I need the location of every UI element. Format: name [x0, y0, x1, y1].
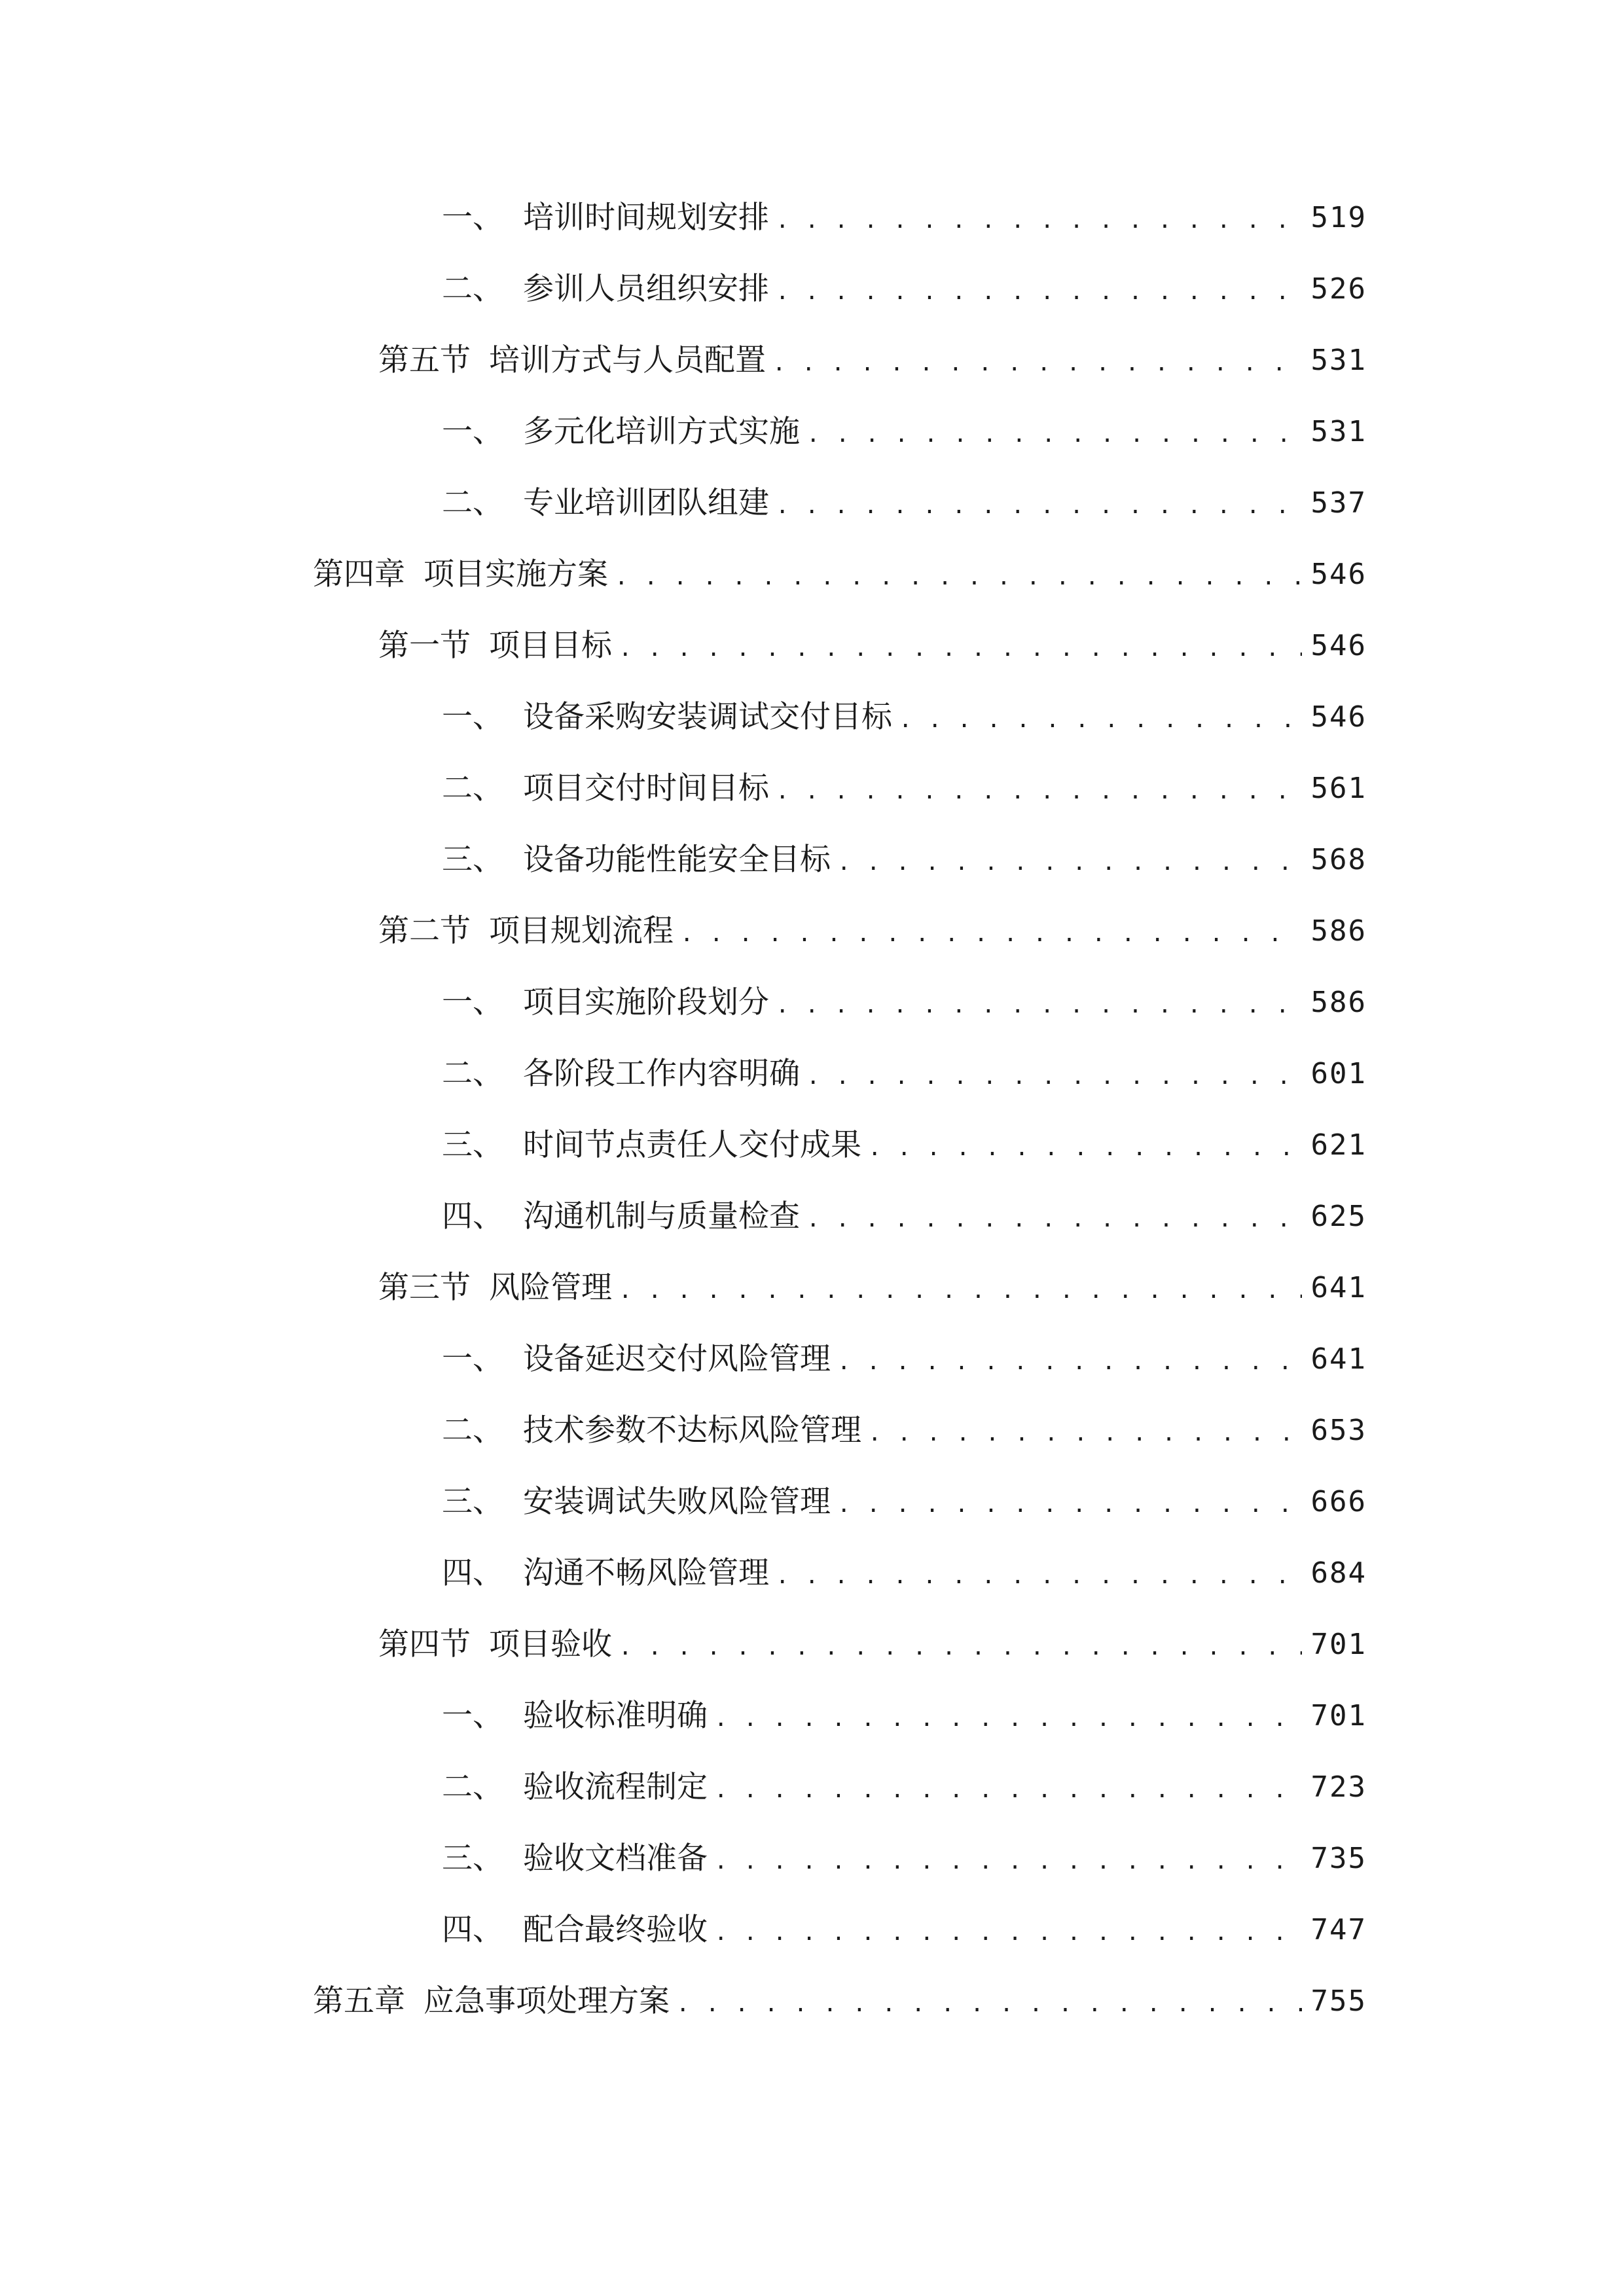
- toc-entry-number: 三、: [442, 1484, 503, 1520]
- toc-entry-number: 四、: [442, 1555, 503, 1591]
- toc-entry[interactable]: [442, 1336, 1367, 1382]
- toc-dot-leader: [619, 1265, 1302, 1311]
- toc-entry-title: 风险管理: [489, 1270, 612, 1306]
- toc-entry[interactable]: [442, 1693, 1367, 1739]
- toc-dot-leader: [714, 1836, 1302, 1882]
- toc-dot-leader: [899, 694, 1302, 740]
- toc-dot-leader: [776, 266, 1302, 312]
- toc-entry[interactable]: [378, 623, 1367, 669]
- toc-entry-title: 配合最终验收: [523, 1912, 708, 1948]
- toc-entry-title: 应急事项处理方案: [424, 1983, 670, 2019]
- toc-entry-page: 526: [1310, 272, 1367, 306]
- toc-entry[interactable]: [378, 1265, 1367, 1311]
- toc-dot-leader: [615, 552, 1302, 598]
- toc-entry-number: 第四章: [313, 556, 405, 592]
- toc-entry[interactable]: [442, 837, 1367, 883]
- toc-entry-page: 684: [1310, 1556, 1367, 1590]
- toc-entry[interactable]: [313, 552, 1367, 598]
- toc-entry-title: 项目交付时间目标: [523, 770, 769, 806]
- toc-dot-leader: [806, 1051, 1302, 1097]
- toc-dot-leader: [676, 1979, 1302, 2024]
- toc-dot-leader: [776, 766, 1302, 812]
- toc-dot-leader: [776, 480, 1302, 526]
- toc-entry-number: 第四节: [378, 1626, 471, 1662]
- toc-entry-page: 723: [1310, 1770, 1367, 1804]
- toc-entry-title: 项目实施阶段划分: [523, 984, 769, 1020]
- toc-entry-title: 验收流程制定: [523, 1769, 708, 1805]
- toc-entry-page: 653: [1310, 1414, 1367, 1447]
- toc-entry-number: 二、: [442, 1412, 503, 1448]
- toc-entry-title: 安装调试失败风险管理: [523, 1484, 831, 1520]
- toc-entry-page: 531: [1310, 415, 1367, 448]
- toc-entry[interactable]: [442, 766, 1367, 812]
- toc-entry-page: 625: [1310, 1200, 1367, 1233]
- toc-entry-title: 培训方式与人员配置: [489, 342, 766, 378]
- toc-entry-page: 641: [1310, 1271, 1367, 1304]
- toc-entry-title: 时间节点责任人交付成果: [523, 1127, 861, 1163]
- toc-entry-page: 546: [1310, 700, 1367, 734]
- toc-entry-title: 沟通不畅风险管理: [523, 1555, 769, 1591]
- toc-dot-leader: [772, 338, 1302, 384]
- toc-dot-leader: [837, 837, 1302, 883]
- toc-entry[interactable]: [442, 1907, 1367, 1953]
- toc-entry-number: 第一节: [378, 628, 471, 664]
- toc-entry[interactable]: [442, 1765, 1367, 1810]
- toc-entry-number: 三、: [442, 842, 503, 878]
- toc-entry-number: 四、: [442, 1912, 503, 1948]
- toc-entry[interactable]: [442, 1551, 1367, 1596]
- toc-entry-title: 设备延迟交付风险管理: [523, 1341, 831, 1377]
- toc-entry-title: 验收文档准备: [523, 1840, 708, 1876]
- toc-entry[interactable]: [442, 1194, 1367, 1240]
- toc-entry-page: 666: [1310, 1485, 1367, 1518]
- toc-dot-leader: [714, 1765, 1302, 1810]
- toc-entry[interactable]: [378, 338, 1367, 384]
- toc-entry-title: 技术参数不达标风险管理: [523, 1412, 861, 1448]
- toc-dot-leader: [776, 1551, 1302, 1596]
- toc-entry[interactable]: [442, 266, 1367, 312]
- toc-entry[interactable]: [313, 1979, 1367, 2024]
- toc-entry-title: 项目验收: [489, 1626, 612, 1662]
- toc-entry-number: 一、: [442, 1698, 503, 1734]
- toc-entry-page: 519: [1310, 201, 1367, 234]
- toc-entry-page: 641: [1310, 1342, 1367, 1376]
- toc-entry-number: 三、: [442, 1840, 503, 1876]
- toc-entry[interactable]: [442, 1836, 1367, 1882]
- toc-entry-title: 项目实施方案: [424, 556, 608, 592]
- toc-entry-number: 一、: [442, 699, 503, 735]
- toc-entry-page: 586: [1310, 914, 1367, 948]
- toc-entry-page: 701: [1310, 1628, 1367, 1661]
- toc-entry-title: 验收标准明确: [523, 1698, 708, 1734]
- toc-entry-number: 一、: [442, 414, 503, 450]
- toc-entry-number: 一、: [442, 984, 503, 1020]
- toc-entry-page: 621: [1310, 1128, 1367, 1162]
- toc-entry-title: 设备功能性能安全目标: [523, 842, 831, 878]
- toc-entry-page: 568: [1310, 843, 1367, 876]
- toc-dot-leader: [806, 409, 1302, 455]
- toc-entry[interactable]: [442, 1122, 1367, 1168]
- toc-entry-title: 沟通机制与质量检查: [523, 1198, 800, 1234]
- toc-entry-page: 531: [1310, 344, 1367, 377]
- toc-entry-page: 747: [1310, 1913, 1367, 1946]
- toc-entry[interactable]: [378, 908, 1367, 954]
- toc-dot-leader: [806, 1194, 1302, 1240]
- toc-entry[interactable]: [442, 409, 1367, 455]
- toc-entry[interactable]: [442, 1479, 1367, 1525]
- toc-entry-number: 二、: [442, 271, 503, 307]
- toc-entry-page: 586: [1310, 986, 1367, 1019]
- toc-entry[interactable]: [442, 195, 1367, 241]
- toc-dot-leader: [619, 1622, 1302, 1668]
- toc-entry-title: 项目目标: [489, 628, 612, 664]
- toc-entry-page: 546: [1310, 558, 1367, 591]
- toc-dot-leader: [837, 1336, 1302, 1382]
- toc-entry-title: 参训人员组织安排: [523, 271, 769, 307]
- toc-entry-page: 561: [1310, 772, 1367, 805]
- toc-entry-number: 四、: [442, 1198, 503, 1234]
- toc-entry-page: 546: [1310, 629, 1367, 662]
- toc-entry-page: 755: [1310, 1984, 1367, 2018]
- toc-entry-title: 各阶段工作内容明确: [523, 1056, 800, 1092]
- toc-entry-title: 专业培训团队组建: [523, 485, 769, 521]
- toc-entry-number: 第二节: [378, 913, 471, 949]
- toc-entry-number: 一、: [442, 1341, 503, 1377]
- toc-dot-leader: [868, 1408, 1302, 1454]
- toc-entry-number: 二、: [442, 485, 503, 521]
- toc-dot-leader: [619, 623, 1302, 669]
- toc-entry-page: 601: [1310, 1057, 1367, 1090]
- toc-entry-title: 多元化培训方式实施: [523, 414, 800, 450]
- toc-entry-number: 二、: [442, 770, 503, 806]
- toc-entry[interactable]: [442, 1408, 1367, 1454]
- toc-entry-number: 三、: [442, 1127, 503, 1163]
- toc-dot-leader: [837, 1479, 1302, 1525]
- toc-entry-number: 一、: [442, 200, 503, 236]
- toc-dot-leader: [776, 980, 1302, 1026]
- toc-entry[interactable]: [442, 480, 1367, 526]
- toc-dot-leader: [776, 195, 1302, 241]
- toc-entry-number: 二、: [442, 1056, 503, 1092]
- toc-entry[interactable]: [442, 694, 1367, 740]
- toc-entry[interactable]: [442, 1051, 1367, 1097]
- toc-entry-title: 项目规划流程: [489, 913, 674, 949]
- toc-entry-number: 第五章: [313, 1983, 405, 2019]
- toc-entry-page: 735: [1310, 1842, 1367, 1875]
- toc-entry-page: 701: [1310, 1699, 1367, 1732]
- toc-entry-title: 培训时间规划安排: [523, 200, 769, 236]
- toc-entry-number: 第三节: [378, 1270, 471, 1306]
- toc-entry-number: 二、: [442, 1769, 503, 1805]
- toc-entry[interactable]: [378, 1622, 1367, 1668]
- toc-dot-leader: [868, 1122, 1302, 1168]
- toc-dot-leader: [680, 908, 1302, 954]
- toc-entry-page: 537: [1310, 486, 1367, 520]
- toc-entry-title: 设备采购安装调试交付目标: [523, 699, 892, 735]
- toc-dot-leader: [714, 1907, 1302, 1953]
- toc-entry[interactable]: [442, 980, 1367, 1026]
- toc-entry-number: 第五节: [378, 342, 471, 378]
- toc-dot-leader: [714, 1693, 1302, 1739]
